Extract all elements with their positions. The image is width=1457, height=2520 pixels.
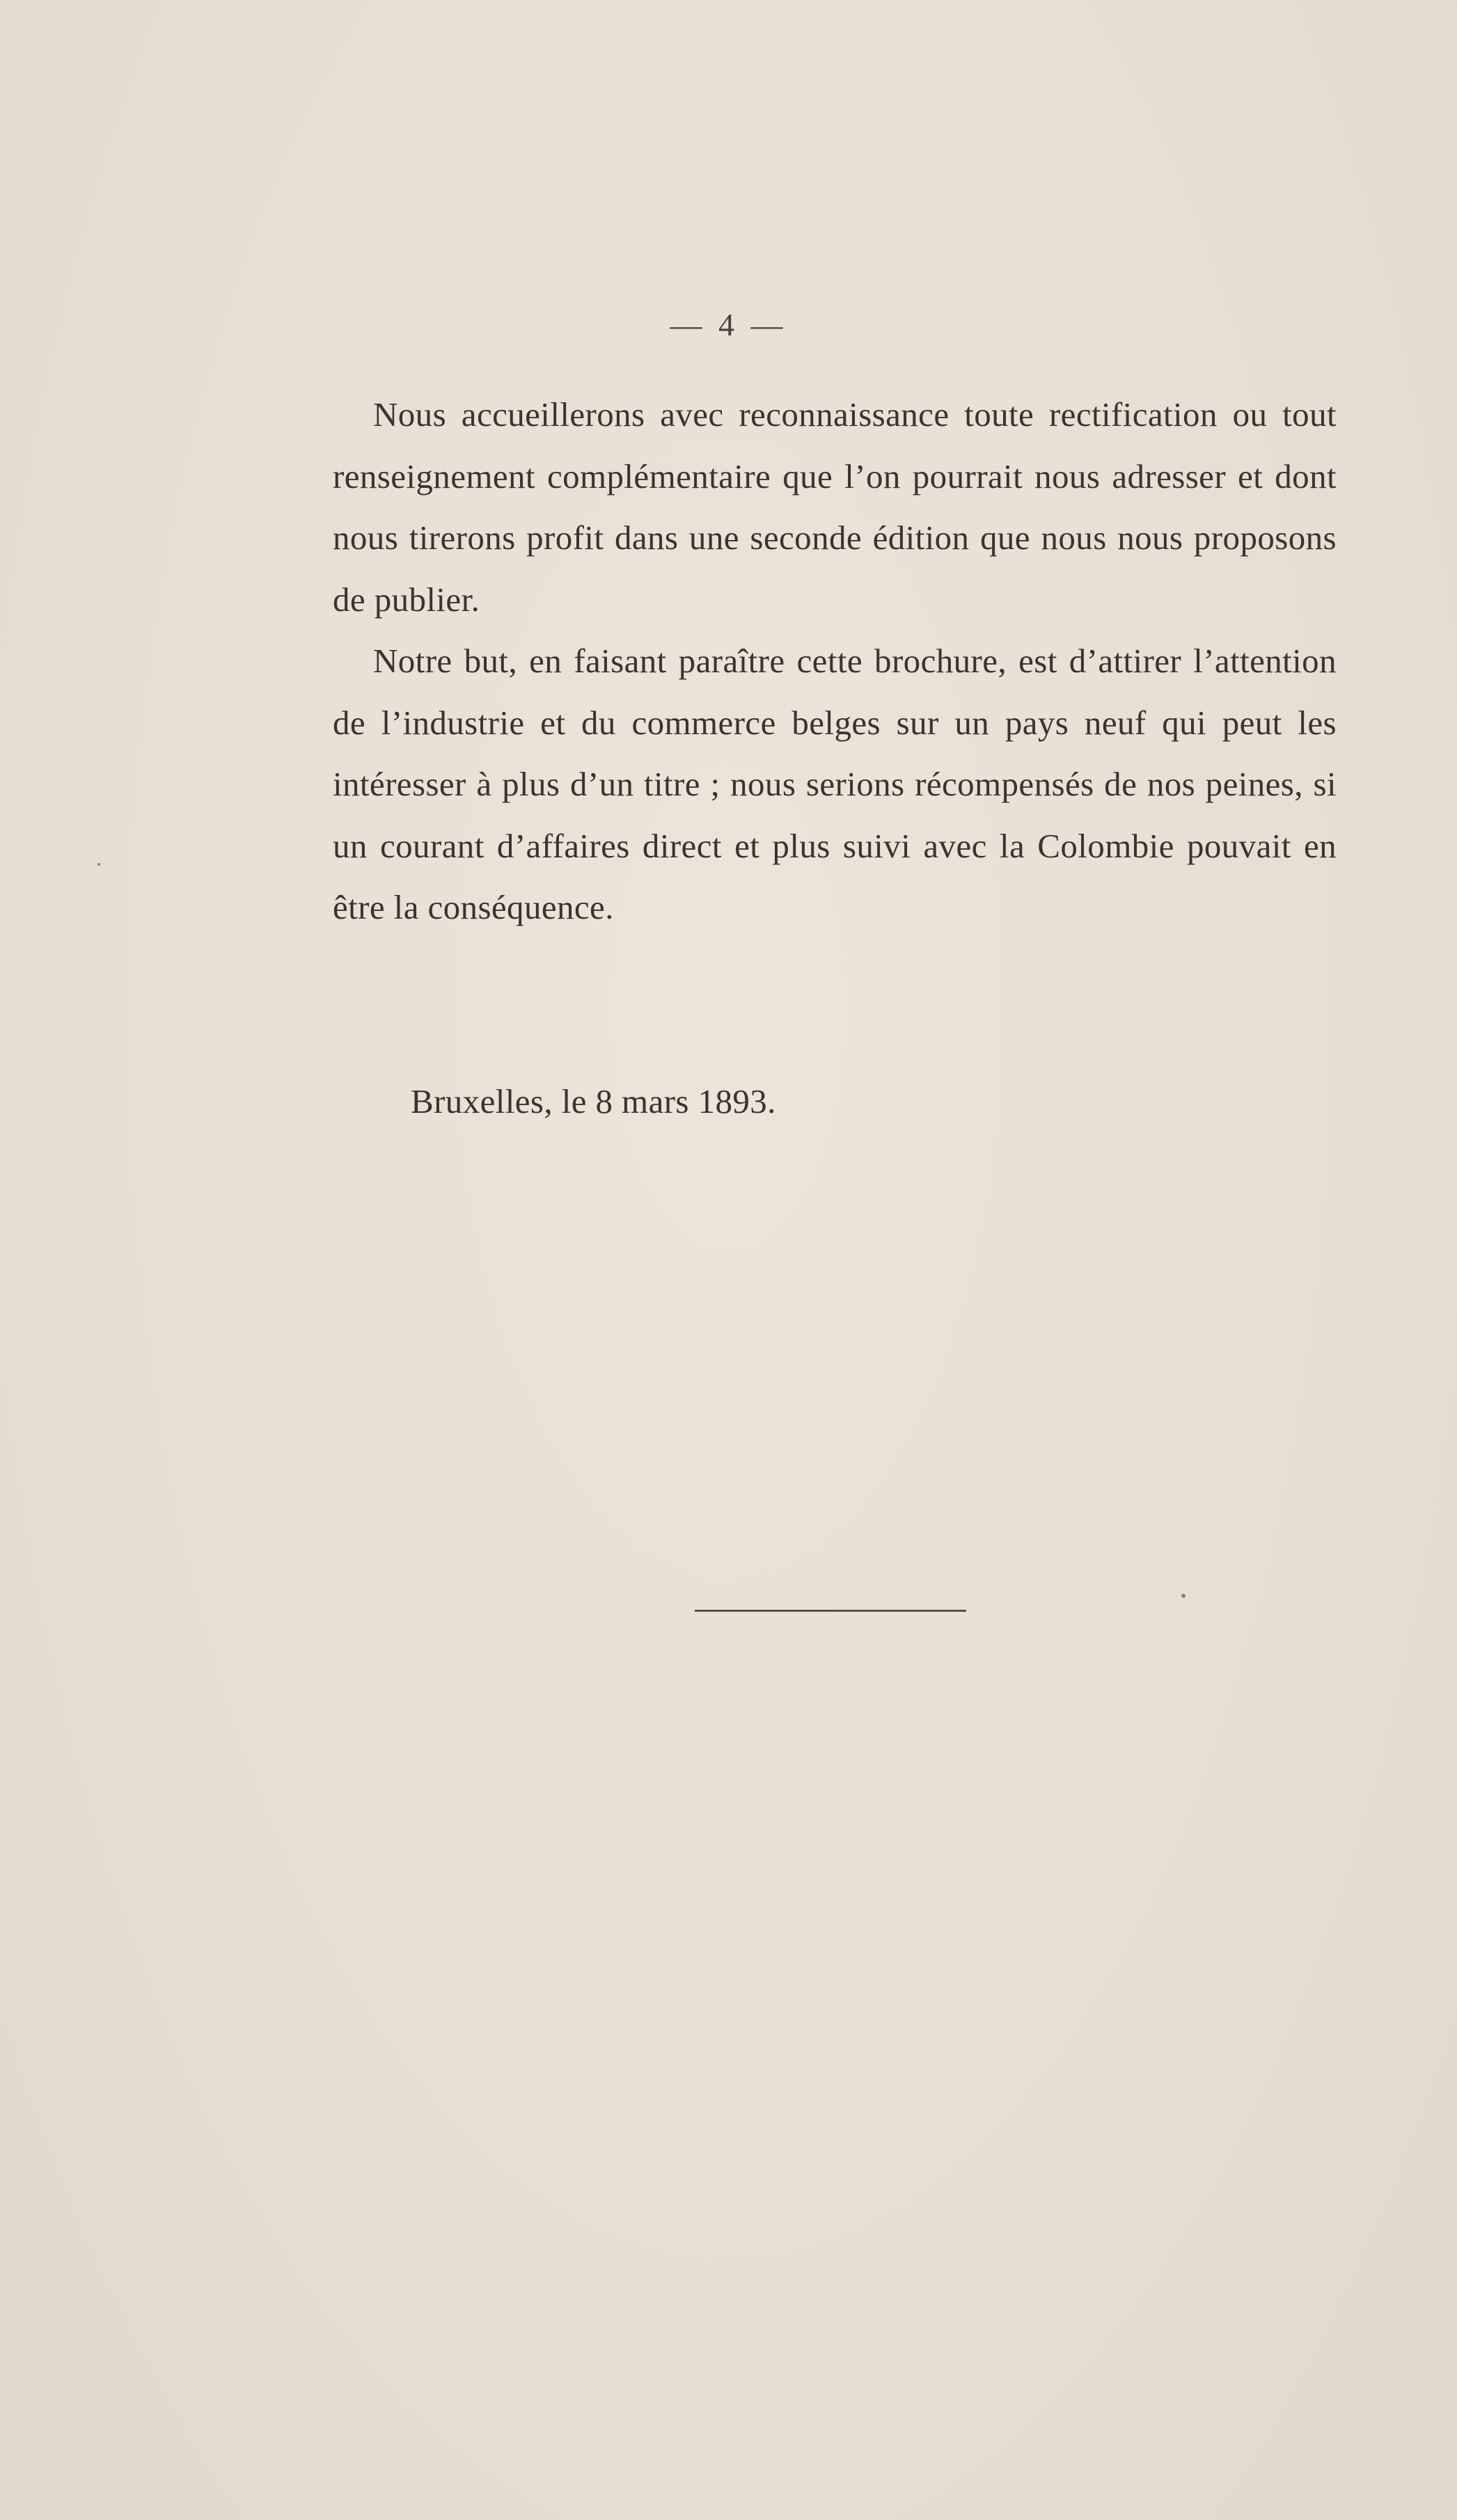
horizontal-rule bbox=[695, 1610, 966, 1612]
body-text bbox=[333, 384, 1337, 939]
paper-speck bbox=[97, 863, 100, 866]
paragraph-1: Nous accueillerons avec reconnaissance toute rectification ou tout renseignement complémentaire que l’on pourrait nous adresser et dont nous tirerons profit dans une seconde édition que nous nous proposons de publier. bbox=[333, 395, 1337, 619]
place-date-line: Bruxelles, le 8 mars 1893. bbox=[411, 1082, 776, 1120]
paper-speck bbox=[1181, 1594, 1186, 1598]
paragraph-2: Notre but, en faisant paraître cette brochure, est d’attirer l’attention de l’industrie et du commerce belges sur un pays neuf qui peut les intéresser à plus d’un titre ; nous serions récompensés de nos peines, si un courant d’affaires direct et plus suivi avec la Colombie pouvait en être la conséquence. bbox=[333, 642, 1337, 926]
page-number: — 4 — bbox=[670, 307, 787, 342]
